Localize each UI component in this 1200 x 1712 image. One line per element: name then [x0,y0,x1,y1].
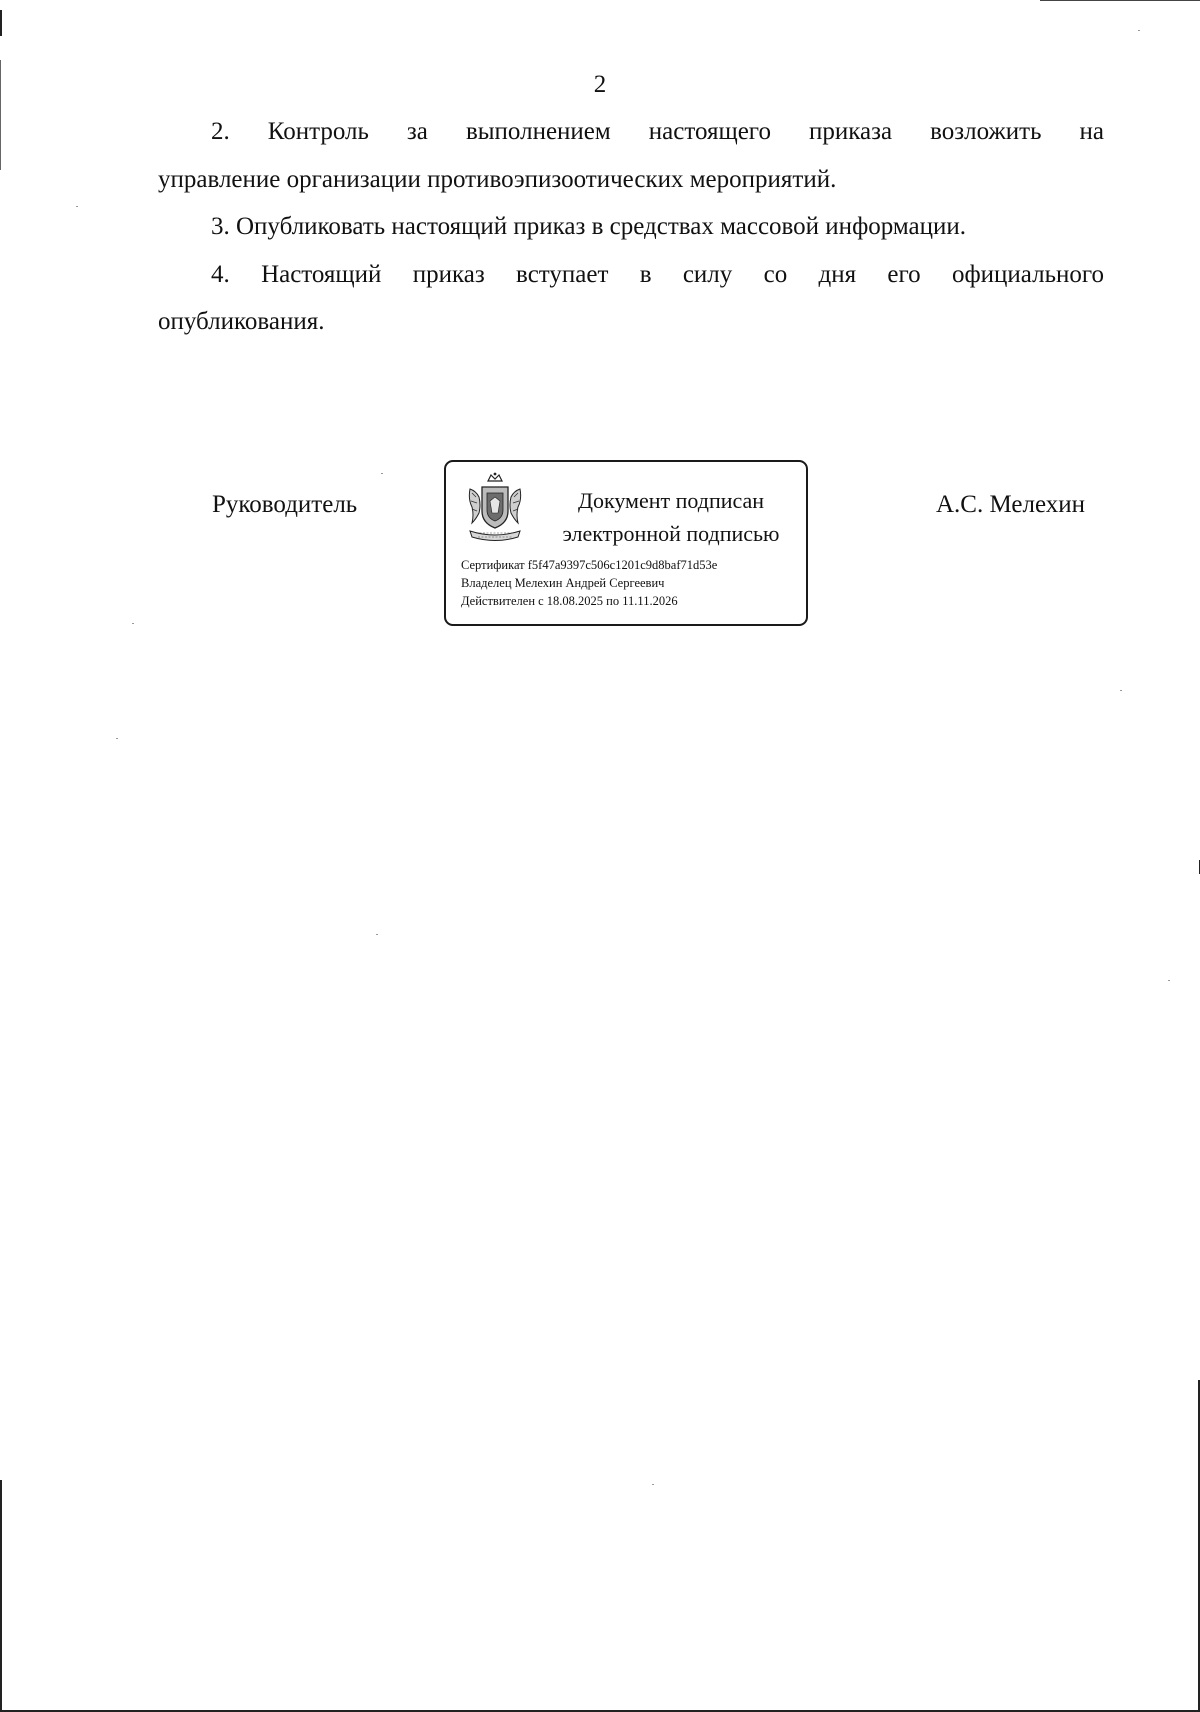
signer-name: А.С. Мелехин [936,491,1085,518]
stamp-title-line-1: Документ подписан [577,488,765,513]
paragraph-2-line-1: 2. Контроль за выполнением настоящего приказа возложить на [211,118,1104,145]
signer-position: Руководитель [212,491,358,518]
scan-speck [1120,690,1122,691]
signature-block [0,460,1200,640]
page-number: 2 [593,71,607,98]
stamp-validity: Действителен с 18.08.2025 по 11.11.2026 [461,594,678,608]
stamp-owner: Владелец Мелехин Андрей Сергеевич [461,576,665,590]
stamp-certificate: Сертификат f5f47a9397c506c1201c9d8baf71d53e [461,558,718,572]
scan-edge-mark [1040,0,1200,1]
paragraph-4-continuation [158,298,1104,346]
paragraph-2-line-2: управление организации противоэпизоотических мероприятий. [158,165,837,193]
scan-speck [76,206,78,207]
scan-speck [1138,30,1140,31]
scan-speck [1168,980,1170,981]
paragraph-2 [158,108,1104,156]
paragraph-4-line-1: 4. Настоящий приказ вступает в силу со дня его официального [211,260,1104,288]
scan-speck [376,934,378,935]
scan-edge-mark [0,10,2,36]
coat-of-arms-icon [464,471,526,545]
stamp-title-line-2: электронной подписью [562,521,780,546]
paragraph-3 [158,203,1104,251]
paragraph-2-continuation [158,156,1104,204]
paragraph-4 [158,251,1104,299]
scan-edge-mark [0,1480,2,1710]
paragraph-4-line-2: опубликования. [158,308,325,335]
scan-speck [652,1484,654,1485]
scan-speck [116,738,118,739]
order-body [158,108,1104,346]
electronic-signature-stamp [444,460,808,626]
stamp-details [461,556,717,610]
stamp-title [542,484,800,550]
paragraph-3-line-1: 3. Опубликовать настоящий приказ в средствах массовой информации. [211,213,967,240]
